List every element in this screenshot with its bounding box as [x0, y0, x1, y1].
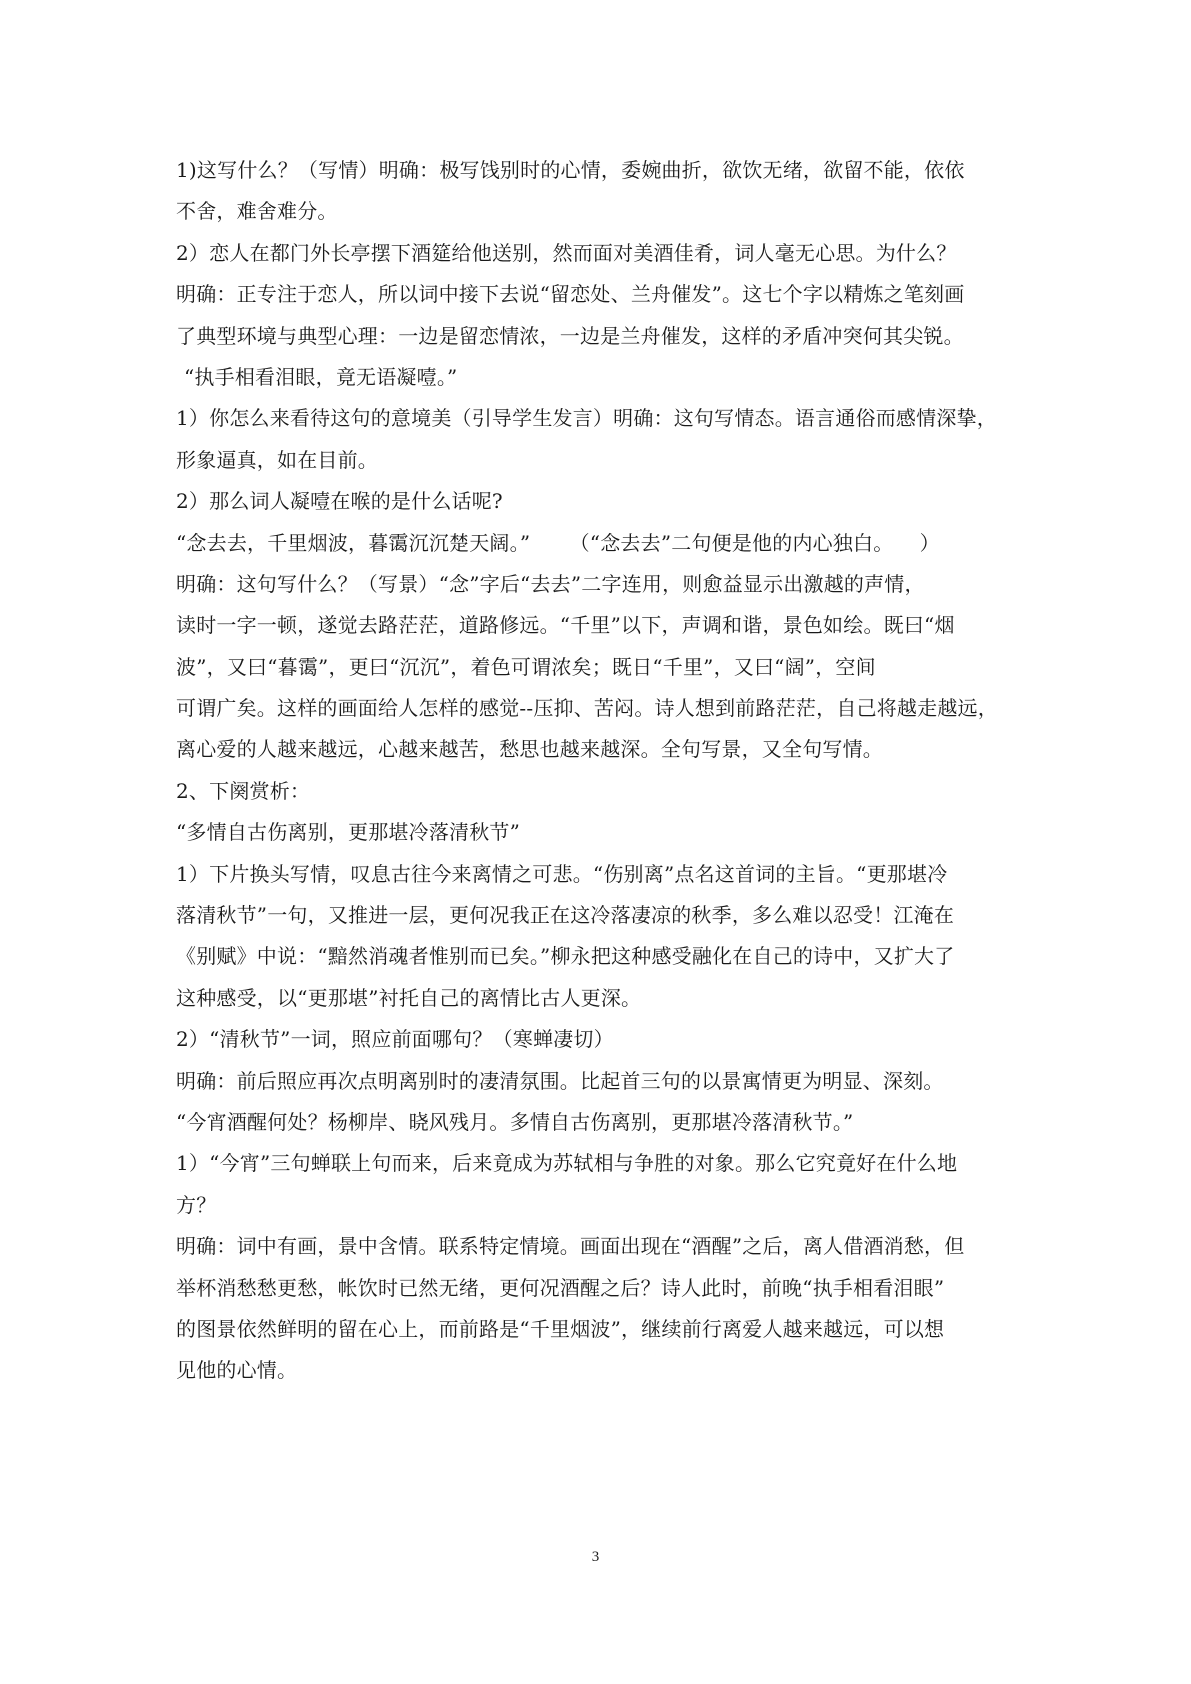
text-line: 方？: [176, 1192, 217, 1217]
quote-line: “今宵酒醒何处？杨柳岸、晓风残月。多情自古伤离别，更那堪冷落清秋节。”: [176, 1109, 854, 1134]
text-line: 1）下片换头写情，叹息古往今来离情之可悲。“伤别离”点名这首词的主旨。“更那堪冷: [176, 861, 948, 886]
text-line: 2）“清秋节”一词，照应前面哪句？（寒蝉凄切）: [176, 1027, 614, 1052]
text-line: 见他的心情。: [176, 1358, 298, 1383]
text-line: 举杯消愁愁更愁，帐饮时已然无绪，更何况酒醒之后？诗人此时，前晚“执手相看泪眼”: [176, 1275, 945, 1300]
text-line: 形象逼真，如在目前。: [176, 447, 378, 472]
quote-line: “执手相看泪眼，竟无语凝噎。”: [184, 364, 458, 389]
text-line: 读时一字一顿，遂觉去路茫茫，道路修远。“千里”以下，声调和谐，景色如绘。既曰“烟: [176, 613, 955, 638]
quote-line: “念去去，千里烟波，暮霭沉沉楚天阔。” （“念去去”二句便是他的内心独白。 ）: [176, 530, 940, 555]
text-line: 离心爱的人越来越远，心越来越苦，愁思也越来越深。全句写景，又全句写情。: [176, 737, 883, 762]
text-line: 明确：这句写什么？（写景）“念”字后“去去”二字连用，则愈益显示出激越的声情，: [176, 571, 925, 596]
text-line: 明确：词中有画，景中含情。联系特定情境。画面出现在“酒醒”之后，离人借酒消愁，但: [176, 1234, 965, 1259]
text-line: 的图景依然鲜明的留在心上，而前路是“千里烟波”，继续前行离爱人越来越远，可以想: [176, 1316, 945, 1341]
text-line: 明确：前后照应再次点明离别时的凄清氛围。比起首三句的以景寓情更为明显、深刻。: [176, 1068, 944, 1093]
text-line: 波”，又曰“暮霭”，更曰“沉沉”，着色可谓浓矣；既日“千里”，又曰“阔”，空间: [176, 654, 876, 679]
text-line: 不舍，难舍难分。: [176, 199, 338, 224]
quote-line: “多情自古伤离别，更那堪冷落清秋节”: [176, 820, 521, 845]
text-line: 1）“今宵”三句蝉联上句而来，后来竟成为苏轼相与争胜的对象。那么它究竟好在什么地: [176, 1151, 958, 1176]
text-line: 这种感受，以“更那堪”衬托自己的离情比古人更深。: [176, 985, 642, 1010]
text-line: 可谓广矣。这样的画面给人怎样的感觉--压抑、苦闷。诗人想到前路茫茫，自己将越走越远，: [176, 696, 998, 721]
text-line: 1)这写什么？（写情）明确：极写饯别时的心情，委婉曲折，欲饮无绪，欲留不能，依依: [176, 158, 965, 182]
text-line: 落清秋节”一句，又推进一层，更何况我正在这冷落凄凉的秋季，多么难以忍受！江淹在: [176, 903, 955, 928]
text-line: 2）那么词人凝噎在喉的是什么话呢?: [176, 489, 503, 514]
text-line: 2）恋人在都门外长亭摆下酒筵给他送别，然而面对美酒佳肴，词人毫无心思。为什么？: [176, 240, 957, 265]
document-body: [176, 150, 1036, 1392]
section-heading: 2、下阕赏析：: [176, 778, 311, 803]
text-line: 《别赋》中说：“黯然消魂者惟别而已矣。”柳永把这种感受融化在自己的诗中，又扩大了: [176, 944, 955, 969]
page-number: 3: [591, 1549, 600, 1565]
text-line: 了典型环境与典型心理：一边是留恋情浓，一边是兰舟催发，这样的矛盾冲突何其尖锐。: [176, 323, 964, 348]
text-line: 1）你怎么来看待这句的意境美（引导学生发言）明确：这句写情态。语言通俗而感情深挚，: [176, 406, 997, 431]
text-line: 明确：正专注于恋人，所以词中接下去说“留恋处、兰舟催发”。这七个字以精炼之笔刻画: [176, 282, 965, 307]
